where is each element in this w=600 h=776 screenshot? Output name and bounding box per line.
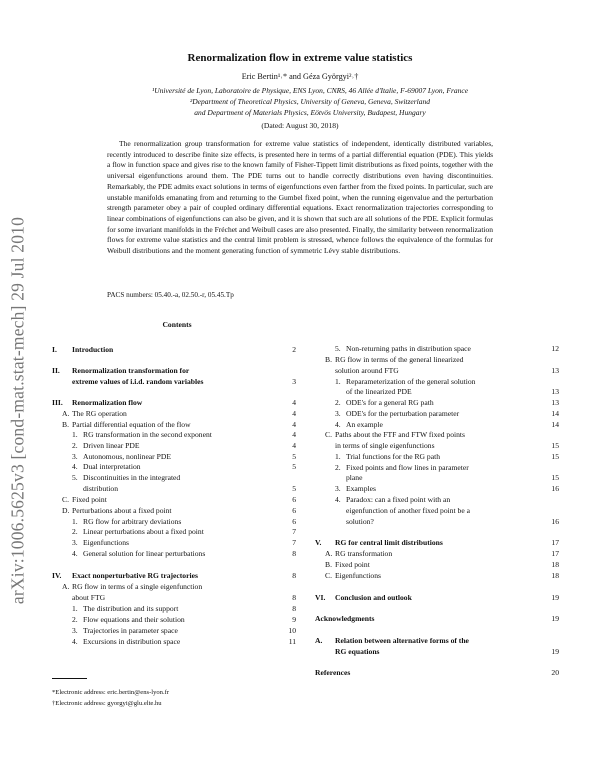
toc-entry-page: 8 bbox=[292, 593, 296, 602]
toc-entry-title: Conclusion and outlook bbox=[335, 593, 412, 602]
toc-entry-page: 11 bbox=[288, 637, 296, 646]
toc-entry-number: 4. bbox=[335, 495, 341, 504]
toc-entry-title: Acknowledgments bbox=[315, 614, 375, 623]
contents-heading: Contents bbox=[162, 320, 192, 329]
toc-entry-page: 4 bbox=[292, 398, 296, 407]
toc-entry-number: B. bbox=[325, 355, 332, 364]
toc-entry-title: ODE's for the perturbation parameter bbox=[346, 409, 460, 418]
toc-entry-number: III. bbox=[52, 398, 63, 407]
toc-entry-title: Eigenfunctions bbox=[335, 571, 381, 580]
toc-entry-page: 16 bbox=[551, 484, 559, 493]
toc-entry-number: C. bbox=[325, 571, 332, 580]
toc-entry-title: General solution for linear perturbations bbox=[83, 549, 206, 558]
affiliation-2: ²Department of Theoretical Physics, University of Geneva, Geneva, Switzerland bbox=[189, 97, 431, 106]
toc-entry-title: in terms of single eigenfunctions bbox=[335, 441, 435, 450]
toc-entry-page: 5 bbox=[292, 452, 296, 461]
toc-entry-number: 2. bbox=[335, 463, 341, 472]
toc-entry-page: 4 bbox=[292, 430, 296, 439]
toc-entry-title: Paradox: can a fixed point with an bbox=[346, 495, 451, 504]
toc-entry-number: VI. bbox=[315, 593, 326, 602]
toc-entry-number: 3. bbox=[72, 538, 78, 547]
toc-entry-title: extreme values of i.i.d. random variables bbox=[72, 377, 204, 386]
toc-entry-page: 14 bbox=[551, 409, 559, 418]
toc-entry-page: 8 bbox=[292, 571, 296, 580]
authors: Eric Bertin¹˒* and Géza Györgyi²˒† bbox=[241, 72, 359, 81]
toc-entry-page: 8 bbox=[292, 549, 296, 558]
toc-entry-number: 3. bbox=[335, 409, 341, 418]
toc-entry-page: 17 bbox=[551, 538, 559, 547]
toc-entry-title: Driven linear PDE bbox=[83, 441, 140, 450]
toc-entry-page: 17 bbox=[551, 549, 559, 558]
toc-entry-page: 9 bbox=[292, 615, 296, 624]
toc-entry-title: Trial functions for the RG path bbox=[346, 452, 440, 461]
toc-entry-number: 3. bbox=[72, 452, 78, 461]
toc-entry-title: Partial differential equation of the flow bbox=[72, 420, 191, 429]
toc-entry-page: 18 bbox=[551, 560, 559, 569]
toc-entry-page: 7 bbox=[292, 538, 296, 547]
toc-entry-title: eigenfunction of another fixed point be a bbox=[346, 506, 470, 515]
toc-entry-number: C. bbox=[325, 430, 332, 439]
footnote-rule bbox=[52, 678, 87, 679]
toc-entry-title: Exact nonperturbative RG trajectories bbox=[72, 571, 198, 580]
arxiv-id: arXiv:1006.5625v3 [cond-mat.stat-mech] 29 Jul 2010 bbox=[7, 216, 28, 605]
toc-entry-page: 7 bbox=[292, 527, 296, 536]
toc-entry-title: Paths about the FTF and FTW fixed points bbox=[335, 430, 466, 439]
toc-entry-number: 1. bbox=[72, 430, 78, 439]
toc-entry-title: The RG operation bbox=[72, 409, 127, 418]
toc-entry-number: 2. bbox=[335, 398, 341, 407]
toc-entry-page: 14 bbox=[551, 420, 559, 429]
toc-entry-number: A. bbox=[62, 409, 70, 418]
toc-entry-page: 5 bbox=[292, 462, 296, 471]
toc-entry-title: Renormalization transformation for bbox=[72, 366, 190, 375]
toc-entry-page: 15 bbox=[551, 441, 559, 450]
toc-entry-title: Non-returning paths in distribution space bbox=[346, 344, 471, 353]
toc-entry-page: 15 bbox=[551, 473, 559, 482]
toc-entry-page: 4 bbox=[292, 420, 296, 429]
toc-entry-page: 15 bbox=[551, 452, 559, 461]
toc-entry-number: A. bbox=[315, 636, 323, 645]
toc-entry-title: Perturbations about a fixed point bbox=[72, 506, 172, 515]
toc-entry-number: 1. bbox=[72, 604, 78, 613]
toc-entry-title: distribution bbox=[83, 484, 119, 493]
toc-entry-title: of the linearized PDE bbox=[346, 387, 412, 396]
toc-entry-title: Fixed point bbox=[335, 560, 370, 569]
toc-entry-page: 19 bbox=[551, 593, 559, 602]
toc-entry-title: Fixed point bbox=[72, 495, 107, 504]
toc-entry-title: Trajectories in parameter space bbox=[83, 626, 178, 635]
toc-entry-title: Reparameterization of the general solution bbox=[346, 377, 476, 386]
toc-entry-number: 2. bbox=[72, 615, 78, 624]
paper-title: Renormalization flow in extreme value statistics bbox=[187, 52, 413, 64]
toc-entry-number: 4. bbox=[335, 420, 341, 429]
toc-entry-title: Introduction bbox=[72, 345, 114, 354]
toc-entry-page: 5 bbox=[292, 484, 296, 493]
toc-entry-title: solution around FTG bbox=[335, 366, 399, 375]
toc-entry-title: References bbox=[315, 668, 351, 677]
toc-entry-page: 19 bbox=[551, 614, 559, 623]
toc-entry-number: 1. bbox=[335, 377, 341, 386]
toc-entry-title: Flow equations and their solution bbox=[83, 615, 185, 624]
toc-entry-page: 6 bbox=[292, 506, 296, 515]
toc-entry-number: A. bbox=[62, 582, 70, 591]
toc-entry-title: solution? bbox=[346, 517, 374, 526]
toc-entry-number: 5. bbox=[335, 344, 341, 353]
toc-entry-title: Relation between alternative forms of the bbox=[335, 636, 469, 645]
toc-entry-title: RG transformation bbox=[335, 549, 393, 558]
toc-entry-title: Excursions in distribution space bbox=[83, 637, 181, 646]
toc-entry-number: 2. bbox=[72, 527, 78, 536]
toc-entry-title: Linear perturbations about a fixed point bbox=[83, 527, 204, 536]
footnote-1: *Electronic address: eric.bertin@ens-lyon.fr bbox=[52, 689, 170, 696]
affiliation-1: ¹Université de Lyon, Laboratoire de Physique, ENS Lyon, CNRS, 46 Allée d'Italie, F-69007 Lyon, France bbox=[151, 86, 469, 95]
toc-entry-number: I. bbox=[52, 345, 57, 354]
toc-entry-page: 13 bbox=[551, 398, 559, 407]
toc-entry-page: 13 bbox=[551, 366, 559, 375]
toc-entry-title: The distribution and its support bbox=[83, 604, 179, 613]
toc-entry-number: 3. bbox=[72, 626, 78, 635]
toc-entry-number: C. bbox=[62, 495, 69, 504]
toc-entry-number: 4. bbox=[72, 549, 78, 558]
toc-entry-page: 4 bbox=[292, 409, 296, 418]
toc-entry-number: 4. bbox=[72, 637, 78, 646]
toc-entry-title: RG transformation in the second exponent bbox=[83, 430, 212, 439]
toc-entry-number: 1. bbox=[335, 452, 341, 461]
toc-entry-page: 12 bbox=[551, 344, 559, 353]
toc-entry-page: 4 bbox=[292, 441, 296, 450]
toc-entry-number: B. bbox=[325, 560, 332, 569]
toc-entry-page: 16 bbox=[551, 517, 559, 526]
toc-entry-number: 1. bbox=[72, 517, 78, 526]
toc-entry-title: RG flow for arbitrary deviations bbox=[83, 517, 182, 526]
toc-entry-title: Dual interpretation bbox=[83, 462, 141, 471]
toc-entry-title: Fixed points and flow lines in parameter bbox=[346, 463, 469, 472]
toc-entry-title: about FTG bbox=[72, 593, 106, 602]
toc-entry-title: Renormalization flow bbox=[72, 398, 143, 407]
toc-entry-page: 6 bbox=[292, 517, 296, 526]
toc-entry-page: 19 bbox=[551, 647, 559, 656]
toc-entry-title: ODE's for a general RG path bbox=[346, 398, 434, 407]
toc-entry-number: II. bbox=[52, 366, 60, 375]
date: (Dated: August 30, 2018) bbox=[261, 121, 339, 130]
pacs-numbers: PACS numbers: 05.40.-a, 02.50.-r, 05.45.Tp bbox=[107, 291, 234, 299]
toc-entry-number: A. bbox=[325, 549, 333, 558]
toc-entry-page: 2 bbox=[292, 345, 296, 354]
toc-entry-page: 6 bbox=[292, 495, 296, 504]
toc-entry-page: 13 bbox=[551, 387, 559, 396]
toc-entry-number: 4. bbox=[72, 462, 78, 471]
toc-entry-title: Eigenfunctions bbox=[83, 538, 129, 547]
toc-entry-page: 18 bbox=[551, 571, 559, 580]
footnote-2: †Electronic address: gyorgyi@glu.elte.hu bbox=[52, 700, 162, 707]
affiliation-3: and Department of Materials Physics, Eötvös University, Budapest, Hungary bbox=[194, 108, 426, 117]
toc-entry-number: D. bbox=[62, 506, 70, 515]
toc-entry-title: RG flow in terms of a single eigenfunction bbox=[72, 582, 203, 591]
toc-entry-page: 3 bbox=[292, 377, 296, 386]
toc-entry-title: RG for central limit distributions bbox=[335, 538, 443, 547]
toc-entry-number: 3. bbox=[335, 484, 341, 493]
toc-entry-title: RG equations bbox=[335, 647, 380, 656]
toc-entry-title: Examples bbox=[346, 484, 376, 493]
abstract: The renormalization group transformation for extreme value statistics of independent, identically distributed variables, recently introduced to describe finite size effects, is presented here in terms of a partial differential equation (PDE). This yields a flow in function space and gives rise to the known family of Fisher-Tippett limit distributions as fixed points, together with the universal eigenfunctions around them. The PDE turns out to handle correctly distributions even having discontinuities. Remarkably, the PDE admits exact solutions in terms of eigenfunctions even farther from the fixed points. In particular, such are unstable manifolds emanating from and returning to the Gumbel fixed point, when the running eigenvalue and the perturbation strength parameter obey a pair of coupled ordinary differential equations. Exact renormalization trajectories corresponding to linear combinations of eigenfunctions can also be given, and it is shown that such are all solutions of the PDE. Explicit formulas for some invariant manifolds in the Fréchet and Weibull cases are also presented. Finally, the similarity between renormalization flows for extreme value statistics and the central limit problem is stressed, whence follows the equivalence of the formulas for Weibull distributions and the moment generating function of symmetric Lévy stable distributions. bbox=[107, 139, 493, 256]
toc-entry-page: 8 bbox=[292, 604, 296, 613]
toc-entry-title: Autonomous, nonlinear PDE bbox=[83, 452, 171, 461]
toc-entry-page: 10 bbox=[288, 626, 296, 635]
toc-entry-page: 20 bbox=[551, 668, 559, 677]
toc-entry-number: 2. bbox=[72, 441, 78, 450]
toc-entry-number: V. bbox=[315, 538, 322, 547]
toc-entry-number: B. bbox=[62, 420, 69, 429]
toc-entry-title: RG flow in terms of the general linearized bbox=[335, 355, 464, 364]
toc-entry-number: 5. bbox=[72, 473, 78, 482]
toc-entry-title: Discontinuities in the integrated bbox=[83, 473, 181, 482]
toc-entry-number: IV. bbox=[52, 571, 62, 580]
toc-entry-title: plane bbox=[346, 473, 363, 482]
toc-entry-title: An example bbox=[346, 420, 383, 429]
